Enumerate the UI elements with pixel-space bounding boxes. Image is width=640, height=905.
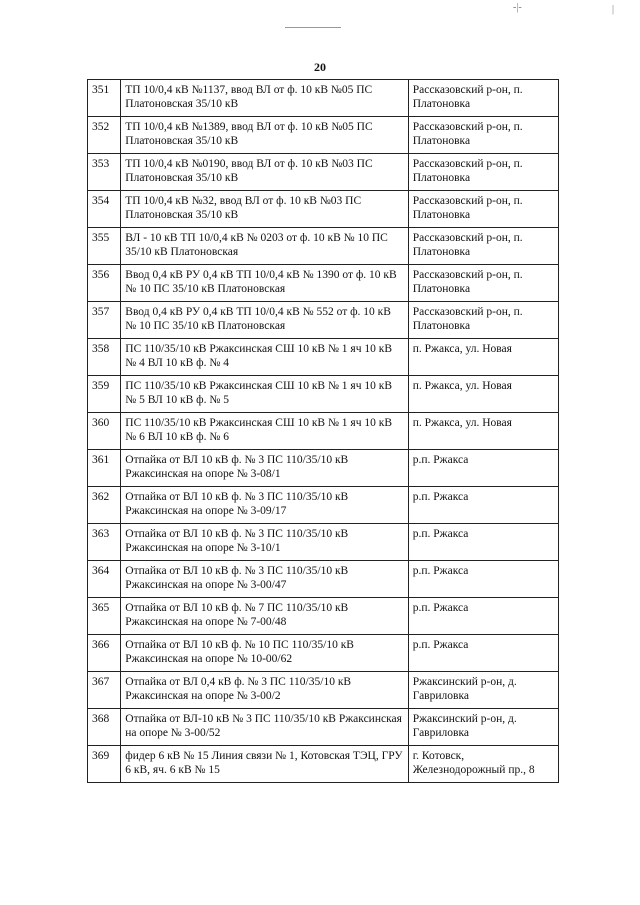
object-name: Отпайка от ВЛ 10 кВ ф. № 10 ПС 110/35/10 кВ Ржаксинская на опоре № 10-00/62 [121,635,408,672]
page-number: 20 [314,60,326,74]
row-number: 369 [88,746,121,783]
object-location: р.п. Ржакса [408,450,558,487]
row-number: 361 [88,450,121,487]
table-row [88,598,559,635]
registry-table [87,79,559,783]
object-name: Ввод 0,4 кВ РУ 0,4 кВ ТП 10/0,4 кВ № 1390 от ф. 10 кВ № 10 ПС 35/10 кВ Платоновская [121,265,408,302]
object-name: Отпайка от ВЛ 10 кВ ф. № 3 ПС 110/35/10 кВ Ржаксинская на опоре № 3-00/47 [121,561,408,598]
object-location: Рассказовский р-он, п. Платоновка [408,191,558,228]
object-name: ПС 110/35/10 кВ Ржаксинская СШ 10 кВ № 1 яч 10 кВ № 4 ВЛ 10 кВ ф. № 4 [121,339,408,376]
scan-artifact-mark: -|- [513,2,522,13]
object-name: Отпайка от ВЛ 10 кВ ф. № 3 ПС 110/35/10 кВ Ржаксинская на опоре № 3-09/17 [121,487,408,524]
row-number: 351 [88,80,121,117]
object-location: п. Ржакса, ул. Новая [408,376,558,413]
row-number: 355 [88,228,121,265]
object-location: п. Ржакса, ул. Новая [408,413,558,450]
object-location: г. Котовск, Железнодорожный пр., 8 [408,746,558,783]
object-name: ТП 10/0,4 кВ №32, ввод ВЛ от ф. 10 кВ №03 ПС Платоновская 35/10 кВ [121,191,408,228]
table-row [88,635,559,672]
row-number: 363 [88,524,121,561]
table-row [88,487,559,524]
table-row [88,154,559,191]
table-row [88,302,559,339]
object-location: п. Ржакса, ул. Новая [408,339,558,376]
row-number: 360 [88,413,121,450]
row-number: 354 [88,191,121,228]
object-location: р.п. Ржакса [408,598,558,635]
object-location: Рассказовский р-он, п. Платоновка [408,302,558,339]
object-name: ПС 110/35/10 кВ Ржаксинская СШ 10 кВ № 1 яч 10 кВ № 6 ВЛ 10 кВ ф. № 6 [121,413,408,450]
row-number: 366 [88,635,121,672]
table-row [88,672,559,709]
object-location: р.п. Ржакса [408,561,558,598]
object-name: Отпайка от ВЛ 10 кВ ф. № 3 ПС 110/35/10 кВ Ржаксинская на опоре № 3-10/1 [121,524,408,561]
table-row [88,117,559,154]
object-name: Отпайка от ВЛ 10 кВ ф. № 3 ПС 110/35/10 кВ Ржаксинская на опоре № 3-08/1 [121,450,408,487]
row-number: 358 [88,339,121,376]
object-name: ПС 110/35/10 кВ Ржаксинская СШ 10 кВ № 1 яч 10 кВ № 5 ВЛ 10 кВ ф. № 5 [121,376,408,413]
row-number: 356 [88,265,121,302]
row-number: 364 [88,561,121,598]
table-row [88,191,559,228]
table-row [88,265,559,302]
table-row [88,746,559,783]
object-location: р.п. Ржакса [408,487,558,524]
object-name: Отпайка от ВЛ 0,4 кВ ф. № 3 ПС 110/35/10 кВ Ржаксинская на опоре № 3-00/2 [121,672,408,709]
object-name: ТП 10/0,4 кВ №1137, ввод ВЛ от ф. 10 кВ №05 ПС Платоновская 35/10 кВ [121,80,408,117]
object-name: Ввод 0,4 кВ РУ 0,4 кВ ТП 10/0,4 кВ № 552 от ф. 10 кВ № 10 ПС 35/10 кВ Платоновская [121,302,408,339]
object-location: Рассказовский р-он, п. Платоновка [408,80,558,117]
table-row [88,413,559,450]
object-name: ТП 10/0,4 кВ №1389, ввод ВЛ от ф. 10 кВ №05 ПС Платоновская 35/10 кВ [121,117,408,154]
table-row [88,80,559,117]
object-location: Ржаксинский р-он, д. Гавриловка [408,709,558,746]
object-name: Отпайка от ВЛ 10 кВ ф. № 7 ПС 110/35/10 кВ Ржаксинская на опоре № 7-00/48 [121,598,408,635]
row-number: 353 [88,154,121,191]
row-number: 352 [88,117,121,154]
table-row [88,228,559,265]
object-location: р.п. Ржакса [408,524,558,561]
object-location: р.п. Ржакса [408,635,558,672]
row-number: 365 [88,598,121,635]
table-row [88,709,559,746]
object-location: Рассказовский р-он, п. Платоновка [408,265,558,302]
object-name: Отпайка от ВЛ-10 кВ № 3 ПС 110/35/10 кВ Ржаксинская на опоре № 3-00/52 [121,709,408,746]
table-row [88,339,559,376]
table-row [88,450,559,487]
object-name: ВЛ - 10 кВ ТП 10/0,4 кВ № 0203 от ф. 10 кВ № 10 ПС 35/10 кВ Платоновская [121,228,408,265]
object-name: фидер 6 кВ № 15 Линия связи № 1, Котовская ТЭЦ, ГРУ 6 кВ, яч. 6 кВ № 15 [121,746,408,783]
row-number: 367 [88,672,121,709]
object-name: ТП 10/0,4 кВ №0190, ввод ВЛ от ф. 10 кВ №03 ПС Платоновская 35/10 кВ [121,154,408,191]
object-location: Ржаксинский р-он, д. Гавриловка [408,672,558,709]
object-location: Рассказовский р-он, п. Платоновка [408,117,558,154]
row-number: 359 [88,376,121,413]
table-row [88,561,559,598]
object-location: Рассказовский р-он, п. Платоновка [408,228,558,265]
object-location: Рассказовский р-он, п. Платоновка [408,154,558,191]
row-number: 368 [88,709,121,746]
table-row [88,376,559,413]
row-number: 362 [88,487,121,524]
table-row [88,524,559,561]
scan-artifact-line [285,27,341,28]
scan-artifact-mark: | [612,4,615,15]
row-number: 357 [88,302,121,339]
